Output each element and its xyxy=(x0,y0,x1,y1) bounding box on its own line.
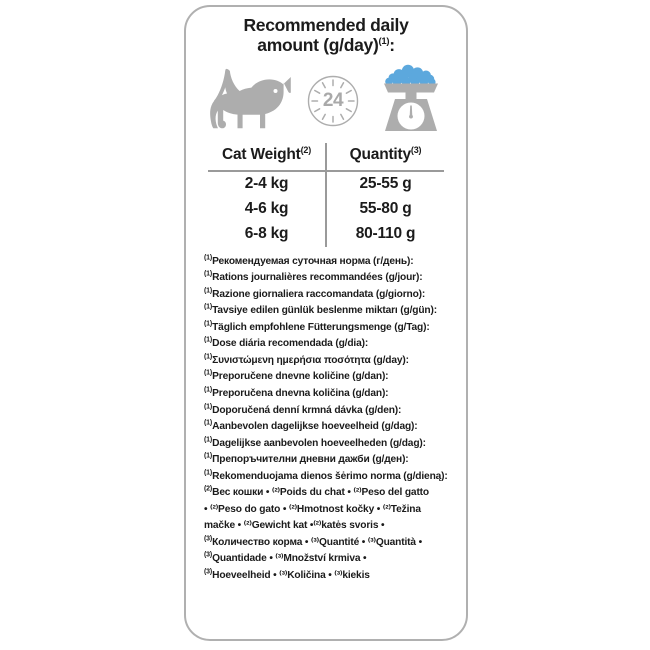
table-row xyxy=(208,171,444,197)
footnote-line xyxy=(204,287,452,304)
table-header-row xyxy=(208,143,444,171)
recommended-daily-amount-card xyxy=(184,5,468,641)
column-header-quantity-label: Quantity xyxy=(349,145,411,163)
footnote-line xyxy=(204,551,452,568)
footnote-line xyxy=(204,303,452,320)
footnote-text: Razione giornaliera raccomandata (g/giorno): xyxy=(212,288,426,300)
footnote-text: Aanbevolen dagelijkse hoeveelheid (g/dag): xyxy=(212,421,418,433)
footnote-text: Rations journalières recommandées (g/jour): xyxy=(212,272,423,284)
footnote-marker: (1) xyxy=(204,320,213,328)
footnote-marker: (1) xyxy=(204,254,213,262)
cell-quantity: 80-110 g xyxy=(326,222,444,247)
column-header-quantity-marker: (3) xyxy=(410,144,422,155)
footnote-text: Συνιστώμενη ημερήσια ποσότητα (g/day): xyxy=(212,354,409,366)
footnote-text: • ⁽²⁾Peso do gato • ⁽²⁾Hmotnost kočky • ⁽²⁾Težina xyxy=(204,503,421,515)
column-header-cat-weight xyxy=(208,143,326,171)
footnote-marker: (1) xyxy=(204,452,213,460)
table-body xyxy=(208,171,444,247)
cell-cat-weight: 4-6 kg xyxy=(244,200,289,218)
footnote-marker: (1) xyxy=(204,271,213,278)
cat-icon xyxy=(205,66,291,135)
footnote-text: mačke • ⁽²⁾Gewicht kat •⁽²⁾katės svoris • xyxy=(204,520,385,532)
footnote-line xyxy=(204,469,452,486)
footnote-text: Preporučene dnevne količine (g/dan): xyxy=(212,371,389,383)
footnote-marker: (1) xyxy=(204,436,213,444)
footnote-line xyxy=(204,386,452,403)
footnote-marker: (1) xyxy=(204,287,213,295)
footnote-marker: (1) xyxy=(204,386,213,394)
feeding-table-area xyxy=(186,143,466,247)
footnote-line xyxy=(204,254,452,271)
footnote-marker: (1) xyxy=(204,337,213,345)
footnote-line xyxy=(204,485,452,502)
footnote-line xyxy=(204,320,452,337)
footnote-line xyxy=(204,419,452,436)
kitchen-scale-with-kibble-icon xyxy=(375,61,447,140)
footnote-text: Täglich empfohlene Fütterungsmenge (g/Tag): xyxy=(212,321,430,333)
footnote-line xyxy=(204,568,452,585)
page-title xyxy=(202,16,450,56)
title-footnote-marker: (1) xyxy=(378,36,390,48)
footnote-text: Quantidade • ⁽³⁾Množství krmiva • xyxy=(212,553,367,565)
footnote-text: Rekomenduojama dienos šėrimo norma (g/dieną): xyxy=(212,470,448,482)
footnote-line xyxy=(204,336,452,353)
footnote-marker: (2) xyxy=(204,485,213,493)
cell-cat-weight: 2-4 kg xyxy=(244,175,289,193)
footnote-line xyxy=(204,502,452,519)
footnote-line xyxy=(204,452,452,469)
cell-cat-weight: 6-8 kg xyxy=(244,225,289,243)
column-header-quantity xyxy=(326,143,444,171)
table-row xyxy=(208,197,444,222)
footnote-marker: (1) xyxy=(204,304,213,312)
icon-row xyxy=(186,62,466,140)
column-header-cat-weight-label: Cat Weight xyxy=(221,145,301,163)
footnote-line xyxy=(204,353,452,370)
title-line-1: Recommended daily xyxy=(243,15,409,35)
footnote-text: Tavsiye edilen günlük beslenme miktarı (g/gün): xyxy=(212,305,437,317)
feeding-amount-table xyxy=(208,143,444,247)
footnote-line xyxy=(204,518,452,535)
title-line-2: amount (g/day) xyxy=(257,34,379,55)
scale-icon-cell xyxy=(375,61,447,140)
footnote-line xyxy=(204,535,452,552)
footnote-text: Dagelijkse aanbevolen hoeveelheden (g/dag): xyxy=(212,437,426,449)
table-header xyxy=(208,143,444,171)
table-row xyxy=(208,222,444,247)
footnote-marker: (1) xyxy=(204,419,213,427)
footnote-marker: (1) xyxy=(204,469,213,477)
footnote-text: Препоръчителни дневни дажби (g/ден): xyxy=(212,454,409,466)
clock-hours-label: 24 xyxy=(322,89,344,111)
footnote-text: Вес кошки • ⁽²⁾Poids du chat • ⁽²⁾Peso del gatto xyxy=(212,487,429,499)
footnote-text: Hoeveelheid • ⁽³⁾Količina • ⁽³⁾kiekis xyxy=(212,569,370,581)
footnote-text: Рекомендуемая суточная норма (г/день): xyxy=(212,255,414,267)
footnote-text: Doporučená denní krmná dávka (g/den): xyxy=(212,404,402,416)
cell-quantity: 25-55 g xyxy=(326,171,444,197)
footnotes-block xyxy=(186,254,466,584)
footnote-marker: (1) xyxy=(204,403,213,411)
column-header-cat-weight-marker: (2) xyxy=(300,144,312,155)
footnote-marker: (3) xyxy=(204,551,213,559)
footnote-line xyxy=(204,270,452,287)
footnote-text: Preporučena dnevna količina (g/dan): xyxy=(212,388,389,399)
footnote-marker: (1) xyxy=(204,353,213,361)
title-colon: : xyxy=(389,34,395,55)
footnote-line xyxy=(204,369,452,386)
footnote-marker: (3) xyxy=(204,568,213,576)
cat-icon-cell xyxy=(205,66,291,135)
footnote-line xyxy=(204,403,452,420)
clock-icon-cell xyxy=(305,73,361,129)
footnote-marker: (1) xyxy=(204,370,213,378)
cell-quantity: 55-80 g xyxy=(326,197,444,222)
footnote-text: Dose diária recomendada (g/dia): xyxy=(212,338,369,350)
footnote-text: Количество корма • ⁽³⁾Quantité • ⁽³⁾Quantità • xyxy=(212,536,423,548)
footnote-line xyxy=(204,436,452,453)
footnote-marker: (3) xyxy=(204,535,213,543)
